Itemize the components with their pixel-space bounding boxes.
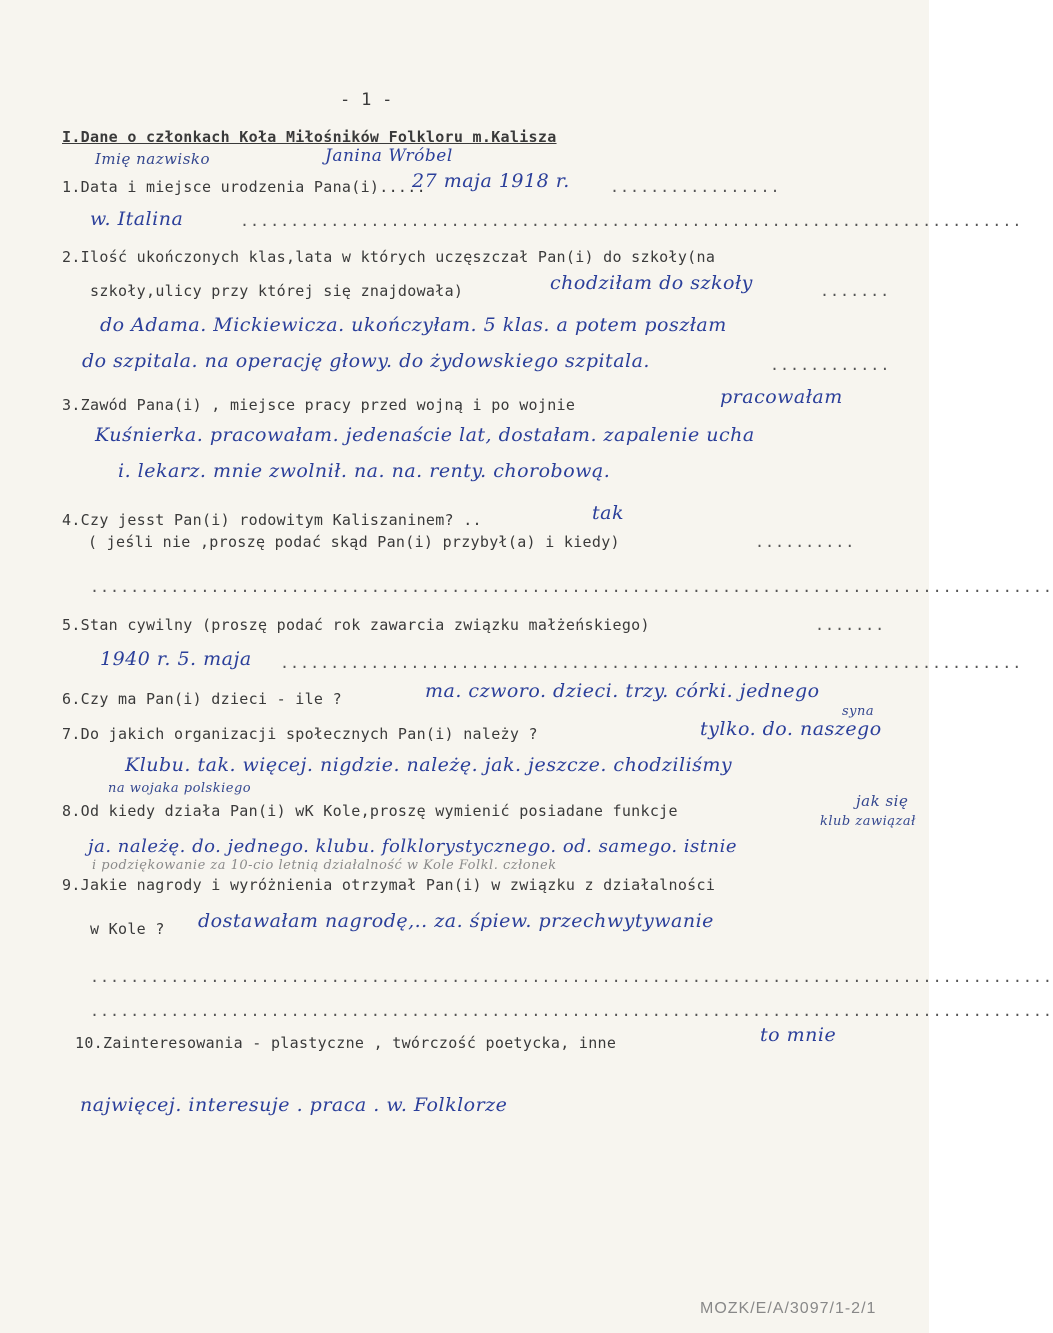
- q1-answer-place: w. Italina: [90, 208, 184, 230]
- archive-mark: MOZK/E/A/3097/1-2/1: [700, 1300, 877, 1317]
- q1-answer-date: 27 maja 1918 r.: [412, 170, 570, 192]
- q1-label: 1.Data i miejsce urodzenia Pana(i).....: [62, 178, 426, 196]
- q4-dots: ..........: [755, 533, 856, 551]
- q5-label: 5.Stan cywilny (proszę podać rok zawarcia związku małżeńskiego): [62, 616, 650, 634]
- q4-label: 4.Czy jesst Pan(i) rodowitym Kaliszaninem? ..: [62, 511, 482, 529]
- q3-label: 3.Zawód Pana(i) , miejsce pracy przed wojną i po wojnie: [62, 396, 576, 414]
- q10-answer-1: to mnie: [760, 1024, 837, 1046]
- respondent-note: Imię nazwisko: [95, 150, 211, 168]
- q2-answer-3: do szpitala. na operację głowy. do żydowskiego szpitala.: [82, 350, 650, 372]
- q9-pencil-note: i podziękowanie za 10-cio letnią działalność w Kole Folkl. członek: [92, 858, 557, 873]
- q2-label-cont: szkoły,ulicy przy której się znajdowała): [90, 282, 464, 300]
- q2-answer-2: do Adama. Mickiewicza. ukończyłam. 5 klas. a potem poszłam: [100, 314, 727, 336]
- q8-note-right: klub zawiązał: [820, 814, 916, 829]
- page-number: - 1 -: [340, 90, 393, 110]
- q10-answer-2: najwięcej. interesuje . praca . w. Folklorze: [80, 1094, 508, 1116]
- q8-label: 8.Od kiedy działa Pan(i) wK Kole,proszę wymienić posiadane funkcje: [62, 802, 678, 820]
- q8-note-top: na wojaka polskiego: [108, 781, 252, 796]
- q5-answer: 1940 r. 5. maja: [100, 648, 252, 670]
- q3-answer-2: Kuśnierka. pracowałam. jedenaście lat, dostałam. zapalenie ucha: [95, 424, 755, 446]
- q7-answer-1: tylko. do. naszego: [700, 718, 882, 740]
- q1-place-dots: ..............................................................................: [240, 212, 1023, 230]
- q3-answer-3: i. lekarz. mnie zwolnił. na. na. renty. chorobową.: [118, 460, 611, 482]
- q9-label-cont: w Kole ?: [90, 920, 165, 938]
- q5-answer-dots: ..........................................................................: [280, 654, 1023, 672]
- q9-blank-line-2: ................................................................................................: [90, 1002, 1053, 1020]
- q10-label: 10.Zainteresowania - plastyczne , twórczość poetycka, inne: [75, 1034, 617, 1052]
- q3-answer-1: pracowałam: [720, 386, 843, 408]
- q9-blank-line: ................................................................................................: [90, 968, 1053, 986]
- q7-answer-2: Klubu. tak. więcej. nigdzie. należę. jak. jeszcze. chodziliśmy: [125, 754, 733, 776]
- q9-label: 9.Jakie nagrody i wyróżnienia otrzymał Pan(i) w związku z działalności: [62, 876, 716, 894]
- q5-dots: .......: [815, 616, 886, 634]
- q9-answer: dostawałam nagrodę,.. za. śpiew. przechwytywanie: [198, 910, 714, 932]
- q2-dots: .......: [820, 282, 891, 300]
- section-title: I.Dane o członkach Koła Miłośników Folkloru m.Kalisza: [62, 128, 557, 146]
- q1-dots: .................: [610, 178, 781, 196]
- q7-label: 7.Do jakich organizacji społecznych Pan(i) należy ?: [62, 725, 538, 743]
- q2-label: 2.Ilość ukończonych klas,lata w których uczęszczał Pan(i) do szkoły(na: [62, 248, 716, 266]
- q6-label: 6.Czy ma Pan(i) dzieci - ile ?: [62, 690, 342, 708]
- q2-answer-1: chodziłam do szkoły: [550, 272, 753, 294]
- q4-label-cont: ( jeśli nie ,proszę podać skąd Pan(i) przybył(a) i kiedy): [88, 533, 620, 551]
- q8-answer-1: jak się: [856, 792, 909, 810]
- q6-answer: ma. czworo. dzieci. trzy. córki. jednego: [425, 680, 820, 702]
- q6-answer-note: syna: [842, 704, 875, 719]
- q4-blank-line: ................................................................................................: [90, 578, 1053, 596]
- q8-answer-2: ja. należę. do. jednego. klubu. folklorystycznego. od. samego. istnie: [88, 836, 738, 857]
- q2-answer-dots: ............: [770, 356, 891, 374]
- q4-answer: tak: [592, 502, 624, 524]
- respondent-name: Janina Wróbel: [325, 146, 453, 166]
